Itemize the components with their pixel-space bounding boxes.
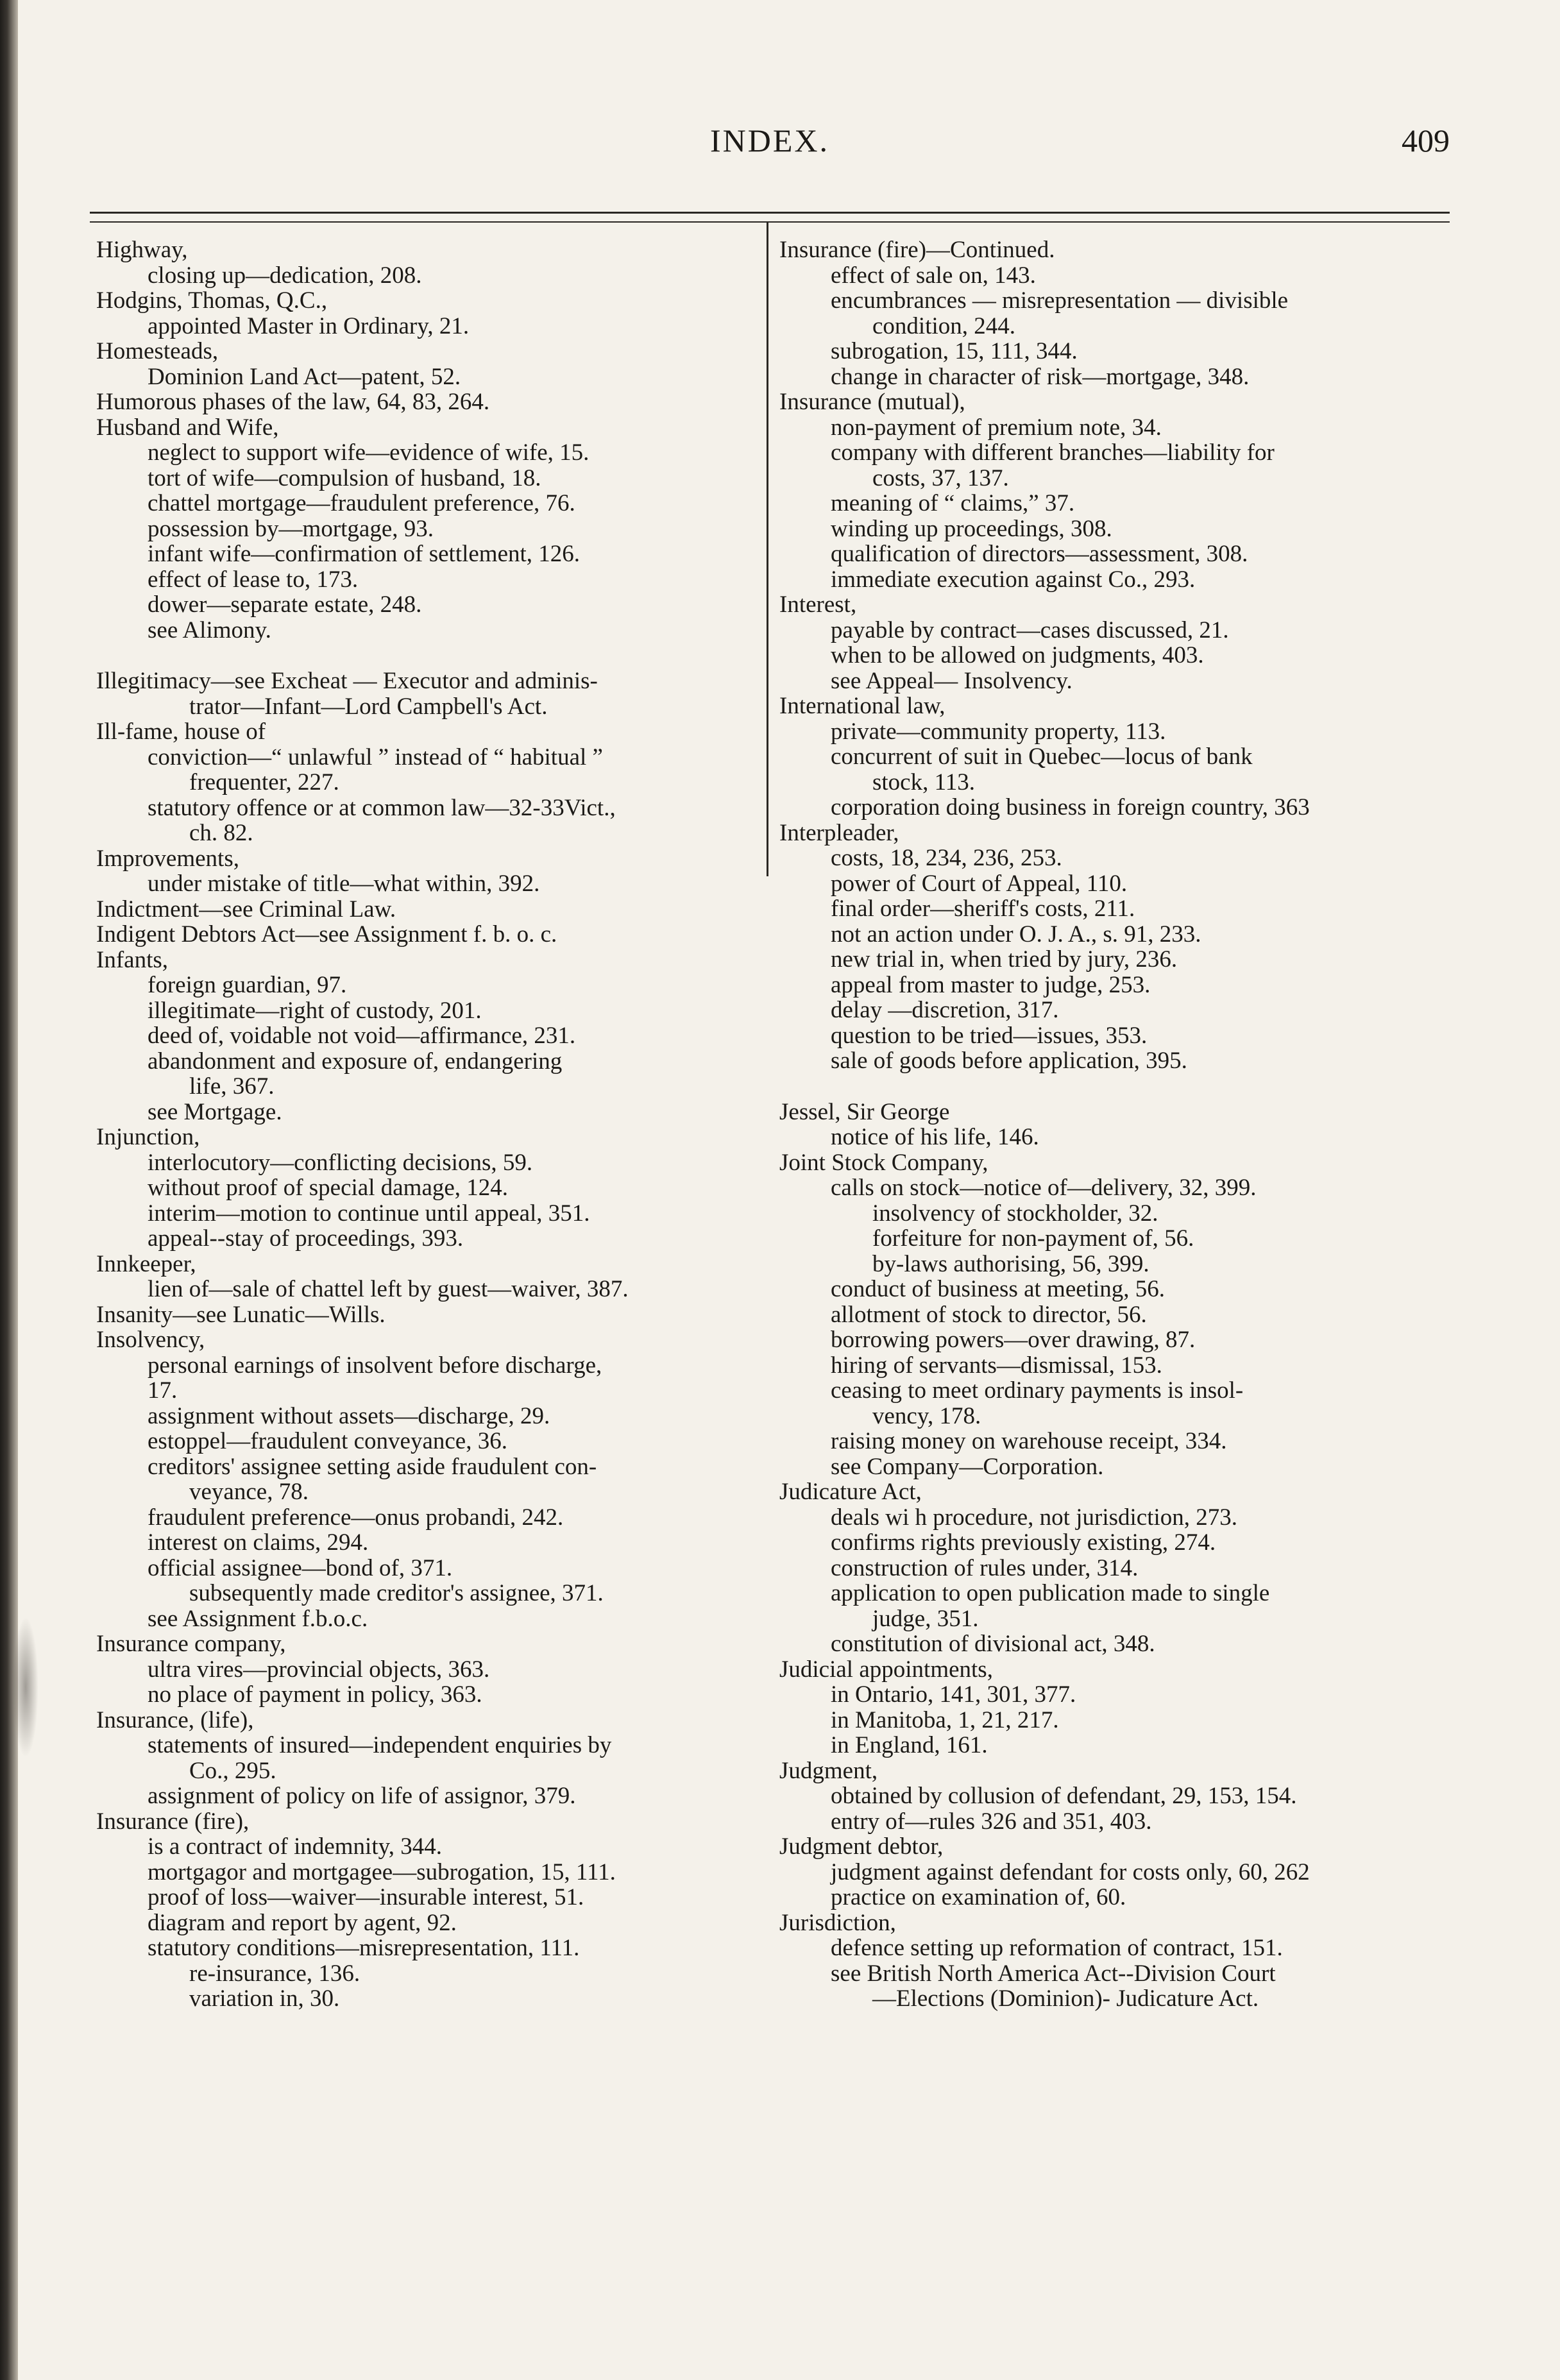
index-heading: Indictment—see Criminal Law.	[96, 896, 396, 922]
index-subentry: is a contract of indemnity, 344.	[148, 1834, 442, 1860]
index-heading: Insurance (mutual),	[779, 389, 965, 415]
index-subentry: chattel mortgage—fraudulent preference, 76.	[148, 491, 575, 516]
index-subentry: conviction—“ unlawful ” instead of “ habitual ”	[148, 744, 603, 770]
index-subentry: defence setting up reformation of contract, 151.	[831, 1935, 1283, 1961]
index-heading: International law,	[779, 693, 945, 719]
index-subentry: re-insurance, 136.	[189, 1960, 360, 1986]
index-heading: Insanity—see Lunatic—Wills.	[96, 1302, 386, 1327]
index-subentry: subsequently made creditor's assignee, 371.	[189, 1581, 604, 1606]
index-heading: Jurisdiction,	[779, 1910, 896, 1935]
index-subentry: company with different branches—liability for	[831, 440, 1275, 466]
index-heading: Joint Stock Company,	[779, 1150, 988, 1175]
index-subentry: effect of lease to, 173.	[148, 566, 359, 592]
index-subentry: foreign guardian, 97.	[148, 973, 347, 998]
index-subentry: fraudulent preference—onus probandi, 242.	[148, 1504, 564, 1530]
index-subentry: corporation doing business in foreign country, 363	[831, 795, 1310, 820]
index-subentry: private—community property, 113.	[831, 718, 1166, 744]
index-subentry: construction of rules under, 314.	[831, 1555, 1139, 1581]
index-subentry: life, 367.	[189, 1074, 275, 1100]
index-subentry: dower—separate estate, 248.	[148, 592, 422, 618]
header-double-rule	[90, 212, 1450, 223]
index-subentry: encumbrances — misrepresentation — divisible	[831, 288, 1289, 314]
index-subentry: assignment of policy on life of assignor, 379.	[148, 1783, 576, 1809]
index-subentry: power of Court of Appeal, 110.	[831, 871, 1128, 896]
index-subentry: qualification of directors—assessment, 308.	[831, 541, 1248, 567]
index-subentry: calls on stock—notice of—delivery, 32, 399.	[831, 1175, 1257, 1201]
left-index-column	[96, 237, 779, 2012]
index-subentry: practice on examination of, 60.	[831, 1885, 1126, 1910]
index-subentry: stock, 113.	[872, 769, 975, 795]
index-subentry: in Manitoba, 1, 21, 217.	[831, 1707, 1059, 1733]
index-heading: Interpleader,	[779, 820, 899, 846]
index-subentry: borrowing powers—over drawing, 87.	[831, 1327, 1196, 1353]
page-smudge	[13, 1617, 38, 1758]
index-subentry: estoppel—fraudulent conveyance, 36.	[148, 1429, 507, 1454]
index-subentry: effect of sale on, 143.	[831, 262, 1036, 288]
index-subentry: Co., 295.	[189, 1758, 276, 1783]
index-subentry: deed of, voidable not void—affirmance, 231.	[148, 1023, 576, 1049]
index-heading: Judgment,	[779, 1758, 878, 1783]
index-subentry: notice of his life, 146.	[831, 1125, 1039, 1150]
index-subentry: in England, 161.	[831, 1733, 988, 1758]
index-subentry: mortgagor and mortgagee—subrogation, 15, 111.	[148, 1859, 616, 1885]
index-subentry: entry of—rules 326 and 351, 403.	[831, 1808, 1152, 1834]
index-heading: Hodgins, Thomas, Q.C.,	[96, 288, 328, 314]
book-binding-edge	[0, 0, 18, 2380]
index-subentry: proof of loss—waiver—insurable interest, 51.	[148, 1885, 584, 1910]
index-heading: Indigent Debtors Act—see Assignment f. b. o. c.	[96, 922, 557, 948]
index-heading: Infants,	[96, 947, 168, 973]
index-subentry: winding up proceedings, 308.	[831, 516, 1112, 541]
index-heading: Interest,	[779, 592, 857, 618]
index-subentry: appointed Master in Ordinary, 21.	[148, 313, 470, 339]
index-subentry: diagram and report by agent, 92.	[148, 1910, 457, 1935]
index-subentry: not an action under O. J. A., s. 91, 233.	[831, 921, 1201, 947]
index-heading: Judicial appointments,	[779, 1656, 993, 1682]
index-subentry: tort of wife—compulsion of husband, 18.	[148, 465, 541, 491]
index-subentry: vency, 178.	[872, 1403, 981, 1429]
index-subentry: variation in, 30.	[189, 1986, 340, 2012]
index-heading: Ill-fame, house of	[96, 719, 266, 745]
index-subentry: statements of insured—independent enquiries by	[148, 1733, 612, 1758]
index-subentry: infant wife—confirmation of settlement, 126.	[148, 541, 581, 567]
index-subentry: when to be allowed on judgments, 403.	[831, 643, 1204, 668]
index-subentry: costs, 37, 137.	[872, 465, 1009, 491]
index-heading: Jessel, Sir George	[779, 1099, 950, 1125]
index-subentry: interlocutory—conflicting decisions, 59.	[148, 1150, 533, 1175]
index-subentry: concurrent of suit in Quebec—locus of bank	[831, 744, 1253, 770]
index-subentry: under mistake of title—what within, 392.	[148, 871, 540, 897]
index-subentry: immediate execution against Co., 293.	[831, 566, 1196, 592]
index-subentry: subrogation, 15, 111, 344.	[831, 339, 1078, 364]
page-header	[90, 122, 1450, 173]
index-subentry: constitution of divisional act, 348.	[831, 1631, 1155, 1657]
right-index-column	[779, 237, 1462, 2012]
index-subentry: 17.	[148, 1378, 178, 1404]
index-subentry: obtained by collusion of defendant, 29, 153, 154.	[831, 1783, 1297, 1809]
index-subentry: without proof of special damage, 124.	[148, 1175, 509, 1201]
index-heading: Husband and Wife,	[96, 414, 279, 440]
index-subentry: judgment against defendant for costs only, 60, 262	[831, 1859, 1310, 1885]
index-subentry: see Mortgage.	[148, 1099, 282, 1125]
index-subentry: see Appeal— Insolvency.	[831, 668, 1072, 693]
index-heading: Innkeeper,	[96, 1251, 196, 1277]
entry-gap	[96, 643, 779, 668]
index-subentry: Dominion Land Act—patent, 52.	[148, 364, 461, 389]
index-subentry: statutory conditions—misrepresentation, 111.	[148, 1935, 580, 1961]
index-subentry: neglect to support wife—evidence of wife, 15.	[148, 440, 589, 466]
index-heading: Insurance, (life),	[96, 1707, 254, 1733]
index-heading: Insurance company,	[96, 1631, 286, 1657]
index-subentry: conduct of business at meeting, 56.	[831, 1277, 1165, 1302]
index-heading: Highway,	[96, 237, 188, 263]
index-heading: Illegitimacy—see Excheat — Executor and adminis-	[96, 668, 598, 694]
index-subentry: creditors' assignee setting aside fraudulent con-	[148, 1454, 597, 1479]
index-subentry: assignment without assets—discharge, 29.	[148, 1403, 550, 1429]
index-heading: Judicature Act,	[779, 1479, 922, 1505]
index-subentry: delay —discretion, 317.	[831, 998, 1059, 1023]
index-subentry: raising money on warehouse receipt, 334.	[831, 1429, 1227, 1454]
index-subentry: ultra vires—provincial objects, 363.	[148, 1656, 490, 1682]
index-subentry: see Alimony.	[148, 617, 271, 643]
index-subentry: see Company—Corporation.	[831, 1454, 1104, 1479]
index-subentry: change in character of risk—mortgage, 348.	[831, 364, 1250, 389]
index-subentry: sale of goods before application, 395.	[831, 1048, 1187, 1074]
index-subentry: see Assignment f.b.o.c.	[148, 1606, 368, 1631]
index-subentry: application to open publication made to single	[831, 1581, 1270, 1606]
index-subentry: ceasing to meet ordinary payments is insol-	[831, 1378, 1244, 1404]
index-heading: Insolvency,	[96, 1327, 205, 1353]
index-subentry: veyance, 78.	[189, 1479, 309, 1505]
index-subentry: trator—Infant—Lord Campbell's Act.	[189, 693, 548, 719]
index-subentry: possession by—mortgage, 93.	[148, 516, 434, 541]
index-subentry: appeal from master to judge, 253.	[831, 972, 1151, 998]
index-heading: Injunction,	[96, 1125, 200, 1150]
index-subentry: illegitimate—right of custody, 201.	[148, 998, 482, 1023]
index-subentry: meaning of “ claims,” 37.	[831, 491, 1075, 516]
index-subentry: non-payment of premium note, 34.	[831, 414, 1162, 440]
index-subentry: in Ontario, 141, 301, 377.	[831, 1682, 1076, 1708]
page-number: 409	[1402, 123, 1450, 158]
index-subentry: insolvency of stockholder, 32.	[872, 1200, 1158, 1226]
index-subentry: payable by contract—cases discussed, 21.	[831, 617, 1229, 643]
index-subentry: official assignee—bond of, 371.	[148, 1555, 453, 1581]
index-subentry: see British North America Act--Division Court	[831, 1960, 1276, 1986]
index-subentry: abandonment and exposure of, endangering	[148, 1048, 563, 1074]
index-subentry: allotment of stock to director, 56.	[831, 1302, 1147, 1327]
index-subentry: judge, 351.	[872, 1606, 979, 1631]
index-subentry: —Elections (Dominion)- Judicature Act.	[872, 1986, 1259, 2012]
index-heading: Insurance (fire),	[96, 1808, 250, 1834]
running-title: INDEX.	[709, 123, 830, 158]
index-subentry: hiring of servants—dismissal, 153.	[831, 1352, 1162, 1378]
index-subentry: frequenter, 227.	[189, 770, 339, 795]
index-heading: Insurance (fire)—Continued.	[779, 237, 1055, 263]
index-subentry: personal earnings of insolvent before discharge,	[148, 1352, 602, 1378]
index-subentry: interest on claims, 294.	[148, 1530, 369, 1556]
entry-gap	[779, 1074, 1462, 1100]
index-heading: Homesteads,	[96, 339, 219, 364]
index-subentry: lien of—sale of chattel left by guest—waiver, 387.	[148, 1277, 629, 1302]
index-subentry: appeal--stay of proceedings, 393.	[148, 1226, 464, 1252]
index-subentry: ch. 82.	[189, 820, 253, 846]
index-subentry: condition, 244.	[872, 313, 1016, 339]
index-subentry: confirms rights previously existing, 274.	[831, 1530, 1216, 1556]
index-subentry: deals wi h procedure, not jurisdiction, 273.	[831, 1504, 1238, 1530]
index-subentry: final order—sheriff's costs, 211.	[831, 896, 1135, 922]
index-subentry: interim—motion to continue until appeal, 351.	[148, 1200, 590, 1226]
index-subentry: new trial in, when tried by jury, 236.	[831, 947, 1178, 973]
index-subentry: forfeiture for non-payment of, 56.	[872, 1226, 1194, 1252]
index-subentry: question to be tried—issues, 353.	[831, 1023, 1148, 1048]
index-heading: Judgment debtor,	[779, 1834, 944, 1860]
index-subentry: closing up—dedication, 208.	[148, 262, 422, 288]
index-subentry: statutory offence or at common law—32-33Vict.,	[148, 795, 616, 820]
index-heading: Humorous phases of the law, 64, 83, 264.	[96, 389, 490, 415]
index-heading: Improvements,	[96, 846, 239, 871]
index-subentry: no place of payment in policy, 363.	[148, 1682, 482, 1708]
index-subentry: costs, 18, 234, 236, 253.	[831, 846, 1062, 871]
index-subentry: by-laws authorising, 56, 399.	[872, 1251, 1149, 1277]
